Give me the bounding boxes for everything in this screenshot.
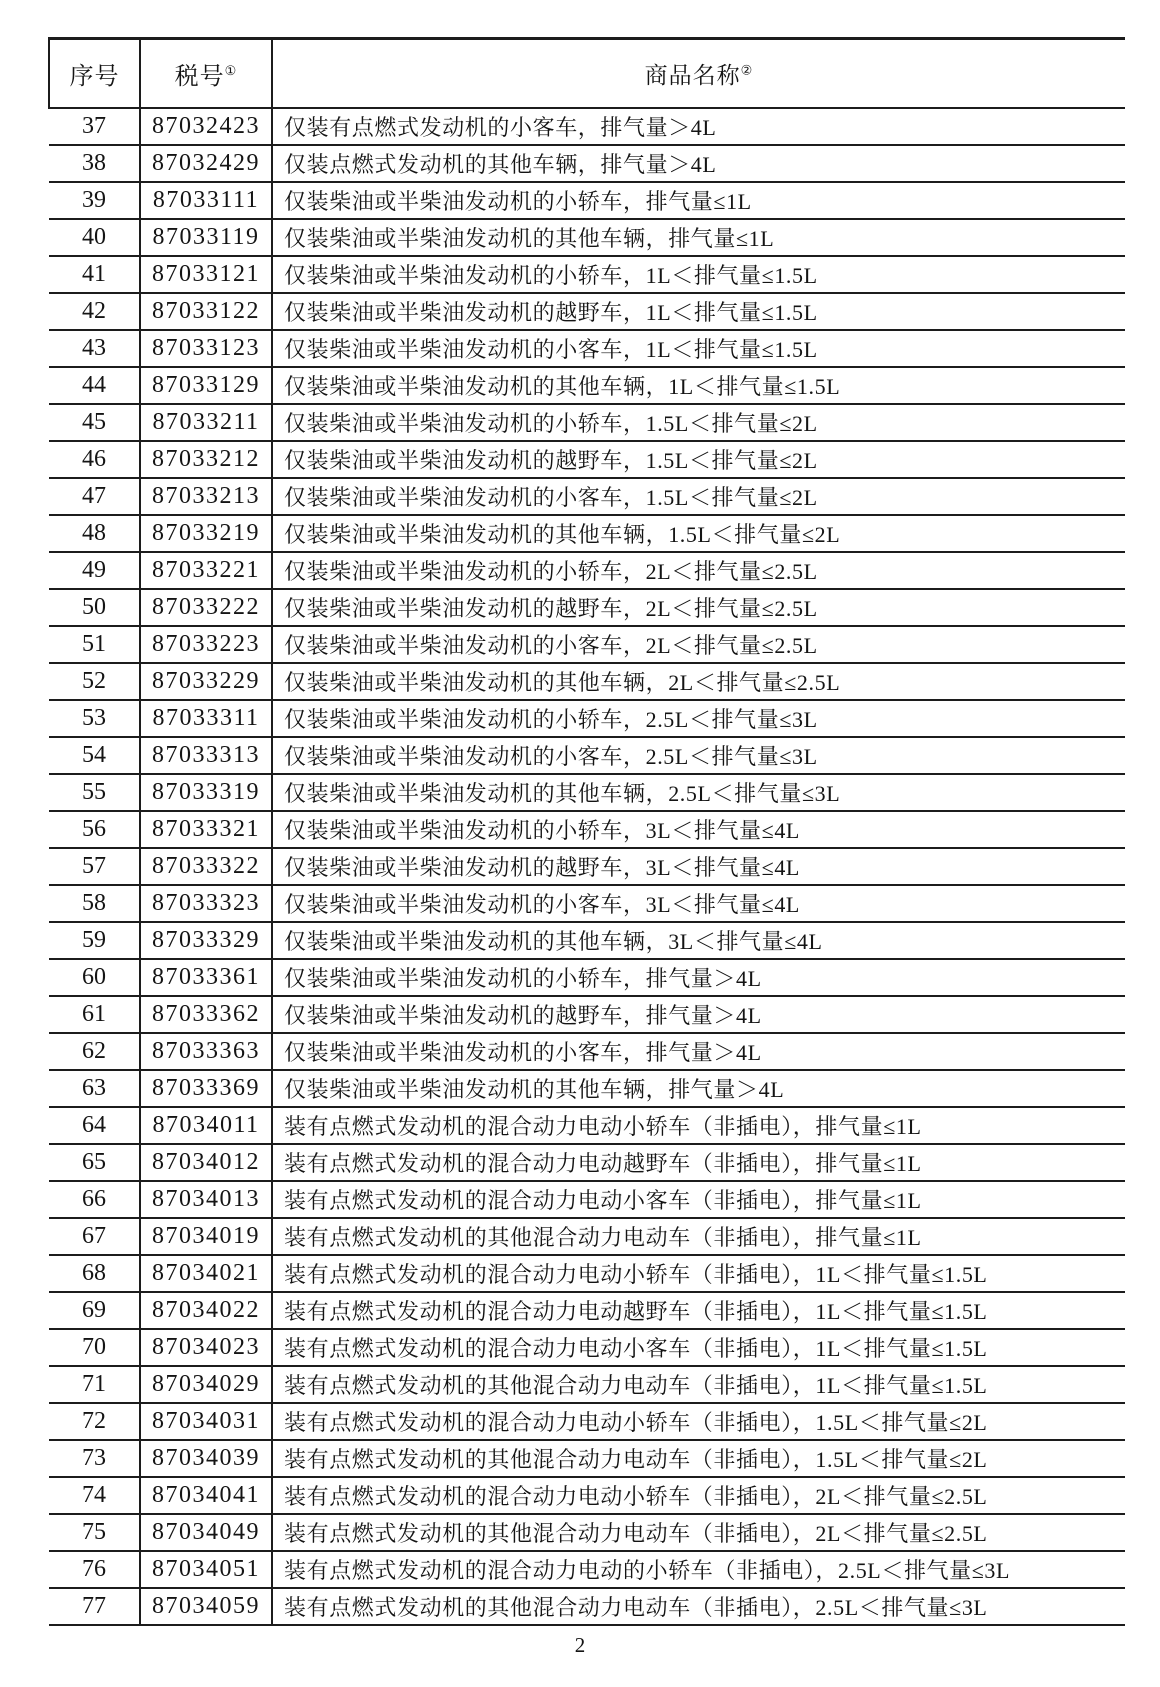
row-code-cell: 87033229 bbox=[140, 663, 272, 700]
row-name-cell: 仅装柴油或半柴油发动机的越野车，3L＜排气量≤4L bbox=[284, 854, 800, 880]
table-row bbox=[49, 404, 1125, 441]
row-seq-cell: 65 bbox=[49, 1144, 140, 1181]
row-code-cell: 87033123 bbox=[140, 330, 272, 367]
table-row bbox=[49, 219, 1125, 256]
row-code-cell: 87033363 bbox=[140, 1033, 272, 1070]
table-row bbox=[49, 700, 1125, 737]
row-code-cell: 87034022 bbox=[140, 1292, 272, 1329]
table-row bbox=[49, 1588, 1125, 1625]
row-code-cell: 87034041 bbox=[140, 1477, 272, 1514]
row-code-cell: 87034039 bbox=[140, 1440, 272, 1477]
table-row bbox=[49, 885, 1125, 922]
row-code-cell: 87033221 bbox=[140, 552, 272, 589]
row-code-cell: 87033329 bbox=[140, 922, 272, 959]
row-seq-cell: 67 bbox=[49, 1218, 140, 1255]
row-name-cell: 装有点燃式发动机的混合动力电动越野车（非插电），排气量≤1L bbox=[284, 1150, 922, 1176]
row-name-cell: 装有点燃式发动机的混合动力电动的小轿车（非插电），2.5L＜排气量≤3L bbox=[284, 1557, 1011, 1583]
row-seq-cell: 73 bbox=[49, 1440, 140, 1477]
row-seq-cell: 61 bbox=[49, 996, 140, 1033]
row-code-cell: 87034049 bbox=[140, 1514, 272, 1551]
row-name-cell: 仅装柴油或半柴油发动机的越野车，1L＜排气量≤1.5L bbox=[284, 299, 818, 325]
row-seq-cell: 55 bbox=[49, 774, 140, 811]
table-row bbox=[49, 552, 1125, 589]
table-row bbox=[49, 478, 1125, 515]
row-seq-cell: 54 bbox=[49, 737, 140, 774]
row-code-cell: 87033222 bbox=[140, 589, 272, 626]
row-name-cell: 仅装柴油或半柴油发动机的小客车，排气量＞4L bbox=[284, 1039, 762, 1065]
row-seq-cell: 52 bbox=[49, 663, 140, 700]
row-name-cell: 装有点燃式发动机的其他混合动力电动车（非插电），排气量≤1L bbox=[284, 1224, 922, 1250]
row-name-cell: 装有点燃式发动机的混合动力电动小轿车（非插电），1.5L＜排气量≤2L bbox=[284, 1409, 988, 1435]
header-seq-label: 序号 bbox=[69, 63, 120, 90]
row-name-cell: 仅装柴油或半柴油发动机的小轿车，排气量≤1L bbox=[284, 188, 752, 214]
table-row bbox=[49, 626, 1125, 663]
row-name-cell: 仅装柴油或半柴油发动机的小轿车，2L＜排气量≤2.5L bbox=[284, 558, 818, 584]
row-name-cell: 装有点燃式发动机的其他混合动力电动车（非插电），1L＜排气量≤1.5L bbox=[284, 1372, 988, 1398]
row-name-cell: 装有点燃式发动机的混合动力电动越野车（非插电），1L＜排气量≤1.5L bbox=[284, 1298, 988, 1324]
row-name-cell: 装有点燃式发动机的混合动力电动小客车（非插电），排气量≤1L bbox=[284, 1187, 922, 1213]
table-row bbox=[49, 589, 1125, 626]
table-row bbox=[49, 1107, 1125, 1144]
row-name-cell: 仅装柴油或半柴油发动机的小客车，1L＜排气量≤1.5L bbox=[284, 336, 818, 362]
table-row bbox=[49, 1218, 1125, 1255]
row-code-cell: 87032429 bbox=[140, 145, 272, 182]
table-row bbox=[49, 811, 1125, 848]
row-name-cell: 装有点燃式发动机的混合动力电动小客车（非插电），1L＜排气量≤1.5L bbox=[284, 1335, 988, 1361]
table-row bbox=[49, 256, 1125, 293]
row-seq-cell: 63 bbox=[49, 1070, 140, 1107]
row-seq-cell: 40 bbox=[49, 219, 140, 256]
row-name-cell: 仅装柴油或半柴油发动机的小客车，2.5L＜排气量≤3L bbox=[284, 743, 818, 769]
row-code-cell: 87034011 bbox=[140, 1107, 272, 1144]
row-name-cell: 仅装柴油或半柴油发动机的越野车，排气量＞4L bbox=[284, 1002, 762, 1028]
row-code-cell: 87034012 bbox=[140, 1144, 272, 1181]
row-code-cell: 87034051 bbox=[140, 1551, 272, 1588]
row-code-cell: 87034059 bbox=[140, 1588, 272, 1625]
table-row bbox=[49, 1255, 1125, 1292]
row-name-cell: 仅装柴油或半柴油发动机的其他车辆，2L＜排气量≤2.5L bbox=[284, 669, 841, 695]
table-row bbox=[49, 1477, 1125, 1514]
row-name-cell: 装有点燃式发动机的其他混合动力电动车（非插电），1.5L＜排气量≤2L bbox=[284, 1446, 988, 1472]
row-seq-cell: 70 bbox=[49, 1329, 140, 1366]
row-seq-cell: 42 bbox=[49, 293, 140, 330]
row-code-cell: 87032423 bbox=[140, 108, 272, 145]
row-code-cell: 87033213 bbox=[140, 478, 272, 515]
header-code-label: 税号 bbox=[174, 63, 225, 90]
table-row bbox=[49, 1403, 1125, 1440]
row-name-cell: 仅装柴油或半柴油发动机的其他车辆，1L＜排气量≤1.5L bbox=[284, 373, 841, 399]
row-name-cell: 装有点燃式发动机的混合动力电动小轿车（非插电），2L＜排气量≤2.5L bbox=[284, 1483, 988, 1509]
row-seq-cell: 37 bbox=[49, 108, 140, 145]
row-seq-cell: 68 bbox=[49, 1255, 140, 1292]
row-seq-cell: 66 bbox=[49, 1181, 140, 1218]
table-row bbox=[49, 1033, 1125, 1070]
row-name-cell: 仅装柴油或半柴油发动机的小客车，1.5L＜排气量≤2L bbox=[284, 484, 818, 510]
table-row bbox=[49, 1144, 1125, 1181]
table-row bbox=[49, 182, 1125, 219]
row-code-cell: 87033319 bbox=[140, 774, 272, 811]
row-name-cell: 仅装柴油或半柴油发动机的小轿车，1.5L＜排气量≤2L bbox=[284, 410, 818, 436]
row-name-cell: 仅装柴油或半柴油发动机的其他车辆，1.5L＜排气量≤2L bbox=[284, 521, 841, 547]
row-seq-cell: 75 bbox=[49, 1514, 140, 1551]
table-row bbox=[49, 848, 1125, 885]
row-name-cell: 仅装柴油或半柴油发动机的小轿车，排气量＞4L bbox=[284, 965, 762, 991]
row-code-cell: 87033322 bbox=[140, 848, 272, 885]
table-row bbox=[49, 1366, 1125, 1403]
row-code-cell: 87033369 bbox=[140, 1070, 272, 1107]
row-name-cell: 仅装柴油或半柴油发动机的其他车辆，3L＜排气量≤4L bbox=[284, 928, 823, 954]
row-seq-cell: 39 bbox=[49, 182, 140, 219]
row-code-cell: 87034031 bbox=[140, 1403, 272, 1440]
table-row bbox=[49, 145, 1125, 182]
row-name-cell: 仅装柴油或半柴油发动机的小客车，3L＜排气量≤4L bbox=[284, 891, 800, 917]
row-seq-cell: 77 bbox=[49, 1588, 140, 1625]
row-seq-cell: 64 bbox=[49, 1107, 140, 1144]
row-name-cell: 仅装点燃式发动机的其他车辆，排气量＞4L bbox=[284, 151, 717, 177]
row-seq-cell: 51 bbox=[49, 626, 140, 663]
row-code-cell: 87033129 bbox=[140, 367, 272, 404]
header-code-footnote: ① bbox=[224, 62, 238, 78]
row-code-cell: 87033211 bbox=[140, 404, 272, 441]
header-code bbox=[140, 39, 272, 108]
table-row bbox=[49, 1514, 1125, 1551]
row-seq-cell: 59 bbox=[49, 922, 140, 959]
row-code-cell: 87033311 bbox=[140, 700, 272, 737]
row-seq-cell: 44 bbox=[49, 367, 140, 404]
row-seq-cell: 53 bbox=[49, 700, 140, 737]
table-row bbox=[49, 330, 1125, 367]
row-seq-cell: 50 bbox=[49, 589, 140, 626]
table-row bbox=[49, 441, 1125, 478]
row-seq-cell: 62 bbox=[49, 1033, 140, 1070]
table-row bbox=[49, 737, 1125, 774]
table-body bbox=[49, 108, 1125, 1625]
row-code-cell: 87033121 bbox=[140, 256, 272, 293]
row-code-cell: 87034029 bbox=[140, 1366, 272, 1403]
row-code-cell: 87033361 bbox=[140, 959, 272, 996]
row-name-cell: 仅装柴油或半柴油发动机的小轿车，2.5L＜排气量≤3L bbox=[284, 706, 818, 732]
row-name-cell: 装有点燃式发动机的其他混合动力电动车（非插电），2.5L＜排气量≤3L bbox=[284, 1594, 988, 1620]
row-code-cell: 87034023 bbox=[140, 1329, 272, 1366]
header-name-label: 商品名称 bbox=[644, 62, 741, 88]
table-row bbox=[49, 663, 1125, 700]
row-code-cell: 87033219 bbox=[140, 515, 272, 552]
row-seq-cell: 48 bbox=[49, 515, 140, 552]
row-seq-cell: 76 bbox=[49, 1551, 140, 1588]
row-seq-cell: 58 bbox=[49, 885, 140, 922]
row-seq-cell: 71 bbox=[49, 1366, 140, 1403]
row-name-cell: 仅装柴油或半柴油发动机的其他车辆，排气量＞4L bbox=[284, 1076, 785, 1102]
table-row bbox=[49, 293, 1125, 330]
row-code-cell: 87033323 bbox=[140, 885, 272, 922]
table-row bbox=[49, 1070, 1125, 1107]
row-name-cell: 仅装柴油或半柴油发动机的其他车辆，排气量≤1L bbox=[284, 225, 775, 251]
row-code-cell: 87033212 bbox=[140, 441, 272, 478]
row-code-cell: 87033122 bbox=[140, 293, 272, 330]
row-code-cell: 87033223 bbox=[140, 626, 272, 663]
header-name bbox=[272, 39, 1125, 108]
table-row bbox=[49, 108, 1125, 145]
row-seq-cell: 60 bbox=[49, 959, 140, 996]
row-code-cell: 87033111 bbox=[140, 182, 272, 219]
row-code-cell: 87033119 bbox=[140, 219, 272, 256]
table-row bbox=[49, 922, 1125, 959]
row-name-cell: 装有点燃式发动机的混合动力电动小轿车（非插电），排气量≤1L bbox=[284, 1113, 922, 1139]
row-seq-cell: 69 bbox=[49, 1292, 140, 1329]
table-row bbox=[49, 774, 1125, 811]
row-seq-cell: 46 bbox=[49, 441, 140, 478]
header-name-footnote: ② bbox=[740, 62, 754, 78]
row-seq-cell: 43 bbox=[49, 330, 140, 367]
table-row bbox=[49, 367, 1125, 404]
row-seq-cell: 74 bbox=[49, 1477, 140, 1514]
row-seq-cell: 38 bbox=[49, 145, 140, 182]
row-seq-cell: 47 bbox=[49, 478, 140, 515]
row-name-cell: 仅装柴油或半柴油发动机的越野车，1.5L＜排气量≤2L bbox=[284, 447, 818, 473]
header-row bbox=[49, 39, 1125, 108]
row-seq-cell: 41 bbox=[49, 256, 140, 293]
row-seq-cell: 45 bbox=[49, 404, 140, 441]
row-code-cell: 87033313 bbox=[140, 737, 272, 774]
row-code-cell: 87034021 bbox=[140, 1255, 272, 1292]
table-row bbox=[49, 1440, 1125, 1477]
table-row bbox=[49, 1329, 1125, 1366]
row-seq-cell: 56 bbox=[49, 811, 140, 848]
row-name-cell: 仅装柴油或半柴油发动机的其他车辆，2.5L＜排气量≤3L bbox=[284, 780, 841, 806]
row-seq-cell: 57 bbox=[49, 848, 140, 885]
table-row bbox=[49, 996, 1125, 1033]
row-name-cell: 装有点燃式发动机的其他混合动力电动车（非插电），2L＜排气量≤2.5L bbox=[284, 1520, 988, 1546]
row-seq-cell: 49 bbox=[49, 552, 140, 589]
tariff-table bbox=[48, 37, 1125, 1626]
row-name-cell: 仅装有点燃式发动机的小客车，排气量＞4L bbox=[284, 114, 717, 140]
row-name-cell: 装有点燃式发动机的混合动力电动小轿车（非插电），1L＜排气量≤1.5L bbox=[284, 1261, 988, 1287]
row-seq-cell: 72 bbox=[49, 1403, 140, 1440]
row-name-cell: 仅装柴油或半柴油发动机的越野车，2L＜排气量≤2.5L bbox=[284, 595, 818, 621]
row-name-cell: 仅装柴油或半柴油发动机的小客车，2L＜排气量≤2.5L bbox=[284, 632, 818, 658]
table-row bbox=[49, 1181, 1125, 1218]
row-code-cell: 87033321 bbox=[140, 811, 272, 848]
table-row bbox=[49, 515, 1125, 552]
header-seq bbox=[49, 39, 140, 108]
row-code-cell: 87034013 bbox=[140, 1181, 272, 1218]
table-row bbox=[49, 1551, 1125, 1588]
table-row bbox=[49, 959, 1125, 996]
row-name-cell: 仅装柴油或半柴油发动机的小轿车，3L＜排气量≤4L bbox=[284, 817, 800, 843]
page-number: 2 bbox=[574, 1633, 586, 1657]
row-code-cell: 87033362 bbox=[140, 996, 272, 1033]
table-row bbox=[49, 1292, 1125, 1329]
row-name-cell: 仅装柴油或半柴油发动机的小轿车，1L＜排气量≤1.5L bbox=[284, 262, 818, 288]
table-header bbox=[49, 39, 1125, 108]
row-code-cell: 87034019 bbox=[140, 1218, 272, 1255]
